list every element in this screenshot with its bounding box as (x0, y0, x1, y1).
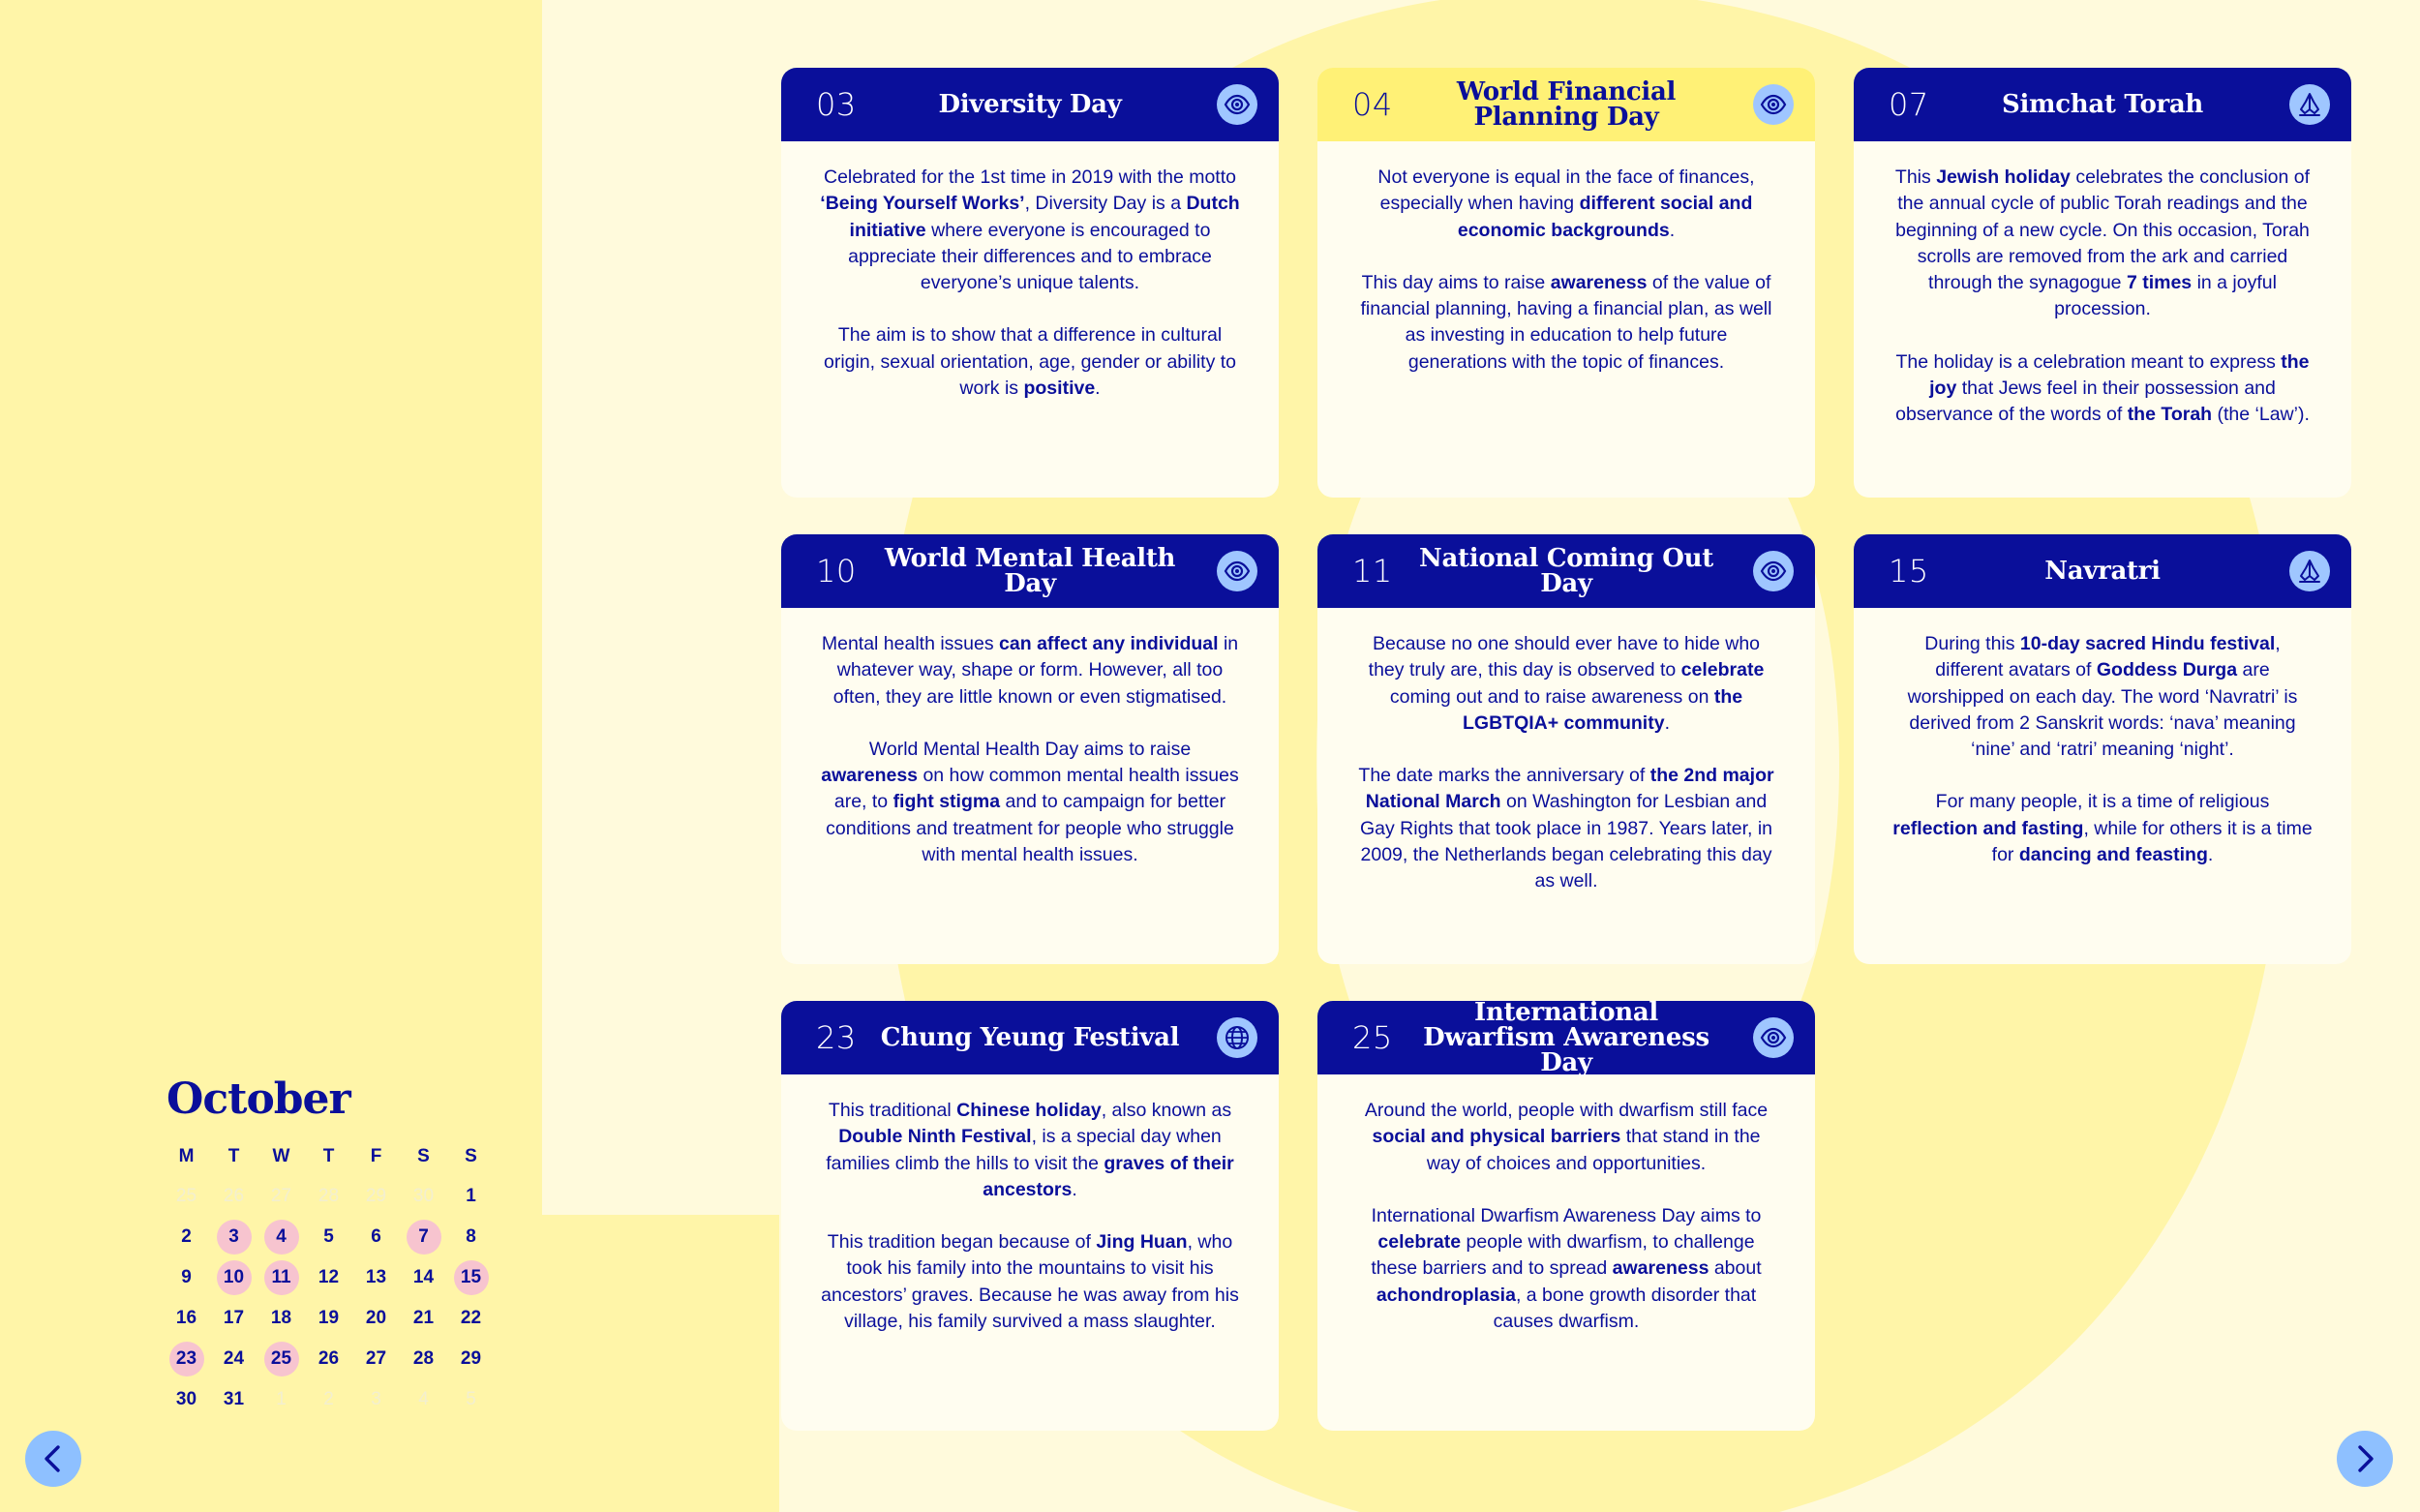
calendar-day-number: 25 (264, 1342, 299, 1376)
calendar-day-event[interactable] (257, 1257, 305, 1298)
event-card-header (1317, 534, 1815, 608)
body-text: , who took his family into the mountains to visit his ancestors’ graves. Because he was away from his village, his family survived a mass slaughter. (821, 1231, 1239, 1333)
event-card (781, 68, 1279, 498)
description-paragraph (820, 631, 1240, 711)
event-description (781, 141, 1279, 402)
calendar-day-number: 27 (270, 1186, 292, 1206)
event-title: National Coming Out Day (1419, 544, 1713, 598)
calendar-weekday-label: S (417, 1146, 430, 1166)
event-description (1317, 608, 1815, 895)
body-text: , Diversity Day is a (1024, 193, 1187, 215)
calendar-day-number: 6 (371, 1226, 381, 1247)
body-text: , also known as (1101, 1100, 1232, 1121)
calendar-day[interactable] (352, 1176, 400, 1217)
calendar-day-number: 19 (318, 1308, 340, 1328)
emphasis-text: the LGBTQIA+ community (1463, 685, 1743, 734)
body-text: This tradition began because of (827, 1231, 1097, 1254)
calendar-day[interactable] (352, 1379, 400, 1420)
emphasis-text: different social and economic backgrounds (1457, 193, 1753, 241)
calendar-day[interactable] (447, 1217, 495, 1257)
calendar-day[interactable] (447, 1339, 495, 1379)
description-paragraph (1356, 631, 1776, 737)
event-title: Navratri (2044, 557, 2161, 586)
event-card (781, 1001, 1279, 1431)
event-card (1317, 1001, 1815, 1431)
emphasis-text: Chinese holiday (956, 1100, 1102, 1121)
body-text: , different avatars of (1935, 633, 2281, 681)
emphasis-text: awareness (821, 765, 919, 787)
calendar-day-number: 2 (181, 1226, 192, 1247)
body-text: coming out and to raise awareness on (1389, 685, 1714, 708)
calendar-day[interactable] (257, 1176, 305, 1217)
next-month-button[interactable] (2337, 1431, 2393, 1487)
description-paragraph (820, 322, 1240, 402)
body-text: on Washington for Lesbian and Gay Rights that took place in 1987. Years later, in 2009, the Netherlands began celebrating this day as well. (1359, 791, 1773, 892)
description-paragraph (1892, 349, 2313, 429)
calendar-day[interactable] (257, 1298, 305, 1339)
calendar-day-number: 28 (318, 1186, 340, 1206)
description-paragraph (1356, 270, 1776, 376)
calendar-day-number: 14 (412, 1267, 435, 1287)
calendar-grid (163, 1137, 492, 1420)
body-text: This (1894, 166, 1937, 188)
calendar-day-number: 1 (276, 1389, 287, 1409)
emphasis-text: Goddess Durga (2096, 659, 2238, 681)
calendar-day[interactable] (305, 1298, 352, 1339)
body-text: in whatever way, shape or form. However, all too often, they are little known or even stigmatised. (832, 633, 1239, 708)
emphasis-text: Dutch initiative (849, 193, 1240, 241)
chevron-right-icon (2352, 1444, 2377, 1473)
calendar-day[interactable] (305, 1217, 352, 1257)
calendar-day-number: 17 (223, 1308, 245, 1328)
globe-icon[interactable] (1217, 1017, 1257, 1058)
calendar-day-event[interactable] (210, 1257, 257, 1298)
body-text: Because no one should ever have to hide who they truly are, this day is observed to (1368, 633, 1761, 681)
event-title: World Mental Health Day (884, 544, 1176, 598)
body-text: Around the world, people with dwarfism still face (1364, 1100, 1769, 1121)
event-day-number: 23 (816, 1019, 857, 1056)
event-description (781, 608, 1279, 868)
body-text: about (1709, 1257, 1762, 1280)
body-text: The aim is to show that a difference in cultural origin, sexual orientation, age, gender or ability to work is (823, 324, 1236, 400)
calendar-day-number: 29 (460, 1348, 482, 1369)
calendar-day-number: 2 (323, 1389, 334, 1409)
body-text: people with dwarfism, to challenge these barriers and to spread (1371, 1231, 1755, 1280)
event-card-header (781, 534, 1279, 608)
body-text: , is a special day when families climb the hills to visit the (826, 1126, 1222, 1174)
praying-hands-icon[interactable] (2289, 551, 2330, 591)
calendar-day[interactable] (447, 1379, 495, 1420)
calendar-day-number: 21 (412, 1308, 435, 1328)
description-paragraph (820, 737, 1240, 868)
calendar-day[interactable] (400, 1257, 447, 1298)
body-text: , a bone growth disorder that causes dwarfism. (1493, 1284, 1757, 1333)
emphasis-text: awareness (1612, 1257, 1709, 1280)
event-title: International Dwarfism Awareness Day (1423, 1001, 1709, 1077)
calendar-day-number: 30 (412, 1186, 435, 1206)
calendar-day-number: 20 (365, 1308, 387, 1328)
calendar-day[interactable] (210, 1339, 257, 1379)
emphasis-text: the 2nd major National March (1365, 765, 1774, 813)
event-card-header (1854, 534, 2351, 608)
calendar-day-event[interactable] (257, 1217, 305, 1257)
event-description (1317, 1074, 1815, 1335)
calendar-day-number: 1 (466, 1186, 476, 1206)
calendar-day-number: 27 (365, 1348, 387, 1369)
calendar-day-number: 5 (466, 1389, 476, 1409)
calendar-day-number: 12 (318, 1267, 340, 1287)
calendar-weekday-label: T (227, 1146, 240, 1166)
calendar-day[interactable] (352, 1298, 400, 1339)
calendar-day[interactable] (163, 1257, 210, 1298)
event-day-number: 07 (1889, 86, 1929, 123)
emphasis-text: positive (1023, 378, 1096, 400)
emphasis-text: Jing Huan (1096, 1231, 1188, 1254)
calendar-day[interactable] (257, 1379, 305, 1420)
body-text: are worshipped on each day. The word ‘Navratri’ is derived from 2 Sanskrit words: ‘nava’ meaning ‘nine’ and ‘ratri’ meaning ‘night’. (1907, 659, 2298, 761)
event-day-number: 10 (816, 553, 857, 590)
body-text: celebrates the conclusion of the annual cycle of public Torah readings and the beginning of a new cycle. On this occasion, Torah scrolls are removed from the ark and carried through the synagogue (1895, 166, 2311, 294)
calendar-day-number: 4 (264, 1220, 299, 1255)
calendar-day-number: 10 (217, 1260, 252, 1295)
calendar-day-event[interactable] (447, 1257, 495, 1298)
calendar-day-number: 3 (371, 1389, 381, 1409)
event-card-header (781, 1001, 1279, 1074)
calendar-day[interactable] (400, 1339, 447, 1379)
body-text: in a joyful procession. (2054, 272, 2277, 320)
body-text: Celebrated for the 1st time in 2019 with the motto (824, 166, 1236, 188)
emphasis-text: Jewish holiday (1936, 166, 2071, 188)
calendar-weekday-label: S (465, 1146, 477, 1166)
emphasis-text: celebrate (1680, 659, 1765, 681)
calendar-day[interactable] (447, 1176, 495, 1217)
calendar-day-event[interactable] (257, 1339, 305, 1379)
emphasis-text: achondroplasia (1376, 1284, 1516, 1306)
emphasis-text: Double Ninth Festival (838, 1126, 1032, 1148)
calendar-day[interactable] (400, 1379, 447, 1420)
calendar-day-event[interactable] (163, 1339, 210, 1379)
calendar-day-number: 9 (181, 1267, 192, 1287)
event-title: Diversity Day (938, 90, 1122, 119)
calendar-day-number: 11 (264, 1260, 299, 1295)
calendar-day-number: 26 (318, 1348, 340, 1369)
body-text: During this (1924, 633, 2020, 654)
body-text: Not everyone is equal in the face of finances, especially when having (1377, 166, 1755, 215)
calendar-day-number: 13 (365, 1267, 387, 1287)
description-paragraph (1892, 165, 2313, 323)
event-card (781, 534, 1279, 964)
praying-hands-icon[interactable] (2289, 84, 2330, 125)
calendar-day-number: 30 (175, 1389, 197, 1409)
calendar-day-number: 3 (217, 1220, 252, 1255)
body-text: International Dwarfism Awareness Day aims to (1371, 1204, 1762, 1226)
calendar-month-title: October (166, 1074, 350, 1124)
calendar-day[interactable] (210, 1298, 257, 1339)
emphasis-text: graves of their ancestors (983, 1152, 1234, 1200)
calendar-day-number: 26 (223, 1186, 245, 1206)
event-description (1854, 608, 2351, 868)
description-paragraph (1356, 763, 1776, 894)
calendar-day-event[interactable] (400, 1217, 447, 1257)
eye-icon[interactable] (1217, 551, 1257, 591)
calendar-day-number: 18 (270, 1308, 292, 1328)
body-text: This traditional (828, 1100, 957, 1121)
emphasis-text: awareness (1550, 271, 1648, 293)
event-card-header (781, 68, 1279, 141)
description-paragraph (1892, 631, 2313, 763)
emphasis-text: 10-day sacred Hindu festival (2019, 633, 2276, 654)
calendar-day[interactable] (305, 1176, 352, 1217)
event-card-header (1317, 1001, 1815, 1077)
body-text: on how common mental health issues are, to (833, 765, 1239, 813)
calendar-day-number: 15 (454, 1260, 489, 1295)
body-text: and to campaign for better conditions and treatment for people who struggle with mental health issues. (826, 791, 1234, 866)
event-card (1317, 534, 1815, 964)
body-text: . (1669, 219, 1676, 241)
calendar-weekday-label: T (322, 1146, 335, 1166)
calendar-day-number: 4 (418, 1389, 429, 1409)
calendar-day-number: 24 (223, 1348, 245, 1369)
event-day-number: 15 (1889, 553, 1929, 590)
calendar-day[interactable] (305, 1339, 352, 1379)
description-paragraph (1356, 1098, 1776, 1177)
body-text: of the value of financial planning, having a financial plan, as well as investing in education to help future generations with the topic of finances. (1360, 271, 1772, 373)
calendar-day-event[interactable] (210, 1217, 257, 1257)
calendar-day[interactable] (352, 1339, 400, 1379)
body-text: . (1664, 711, 1670, 734)
calendar-day[interactable] (352, 1257, 400, 1298)
emphasis-text: can affect any individual (999, 633, 1219, 654)
description-paragraph (820, 165, 1240, 296)
description-paragraph (1892, 789, 2313, 868)
emphasis-text: celebrate (1377, 1231, 1462, 1254)
event-description (1854, 141, 2351, 429)
calendar-day-number: 28 (412, 1348, 435, 1369)
body-text: The date marks the anniversary of (1358, 765, 1650, 787)
calendar-day[interactable] (163, 1298, 210, 1339)
body-text: . (1072, 1178, 1077, 1200)
emphasis-text: ‘Being Yourself Works’ (820, 193, 1025, 215)
event-card-header (1317, 68, 1815, 141)
description-paragraph (820, 1098, 1240, 1203)
calendar-day-number: 29 (365, 1186, 387, 1206)
event-day-number: 04 (1352, 86, 1393, 123)
calendar-day[interactable] (163, 1176, 210, 1217)
eye-icon[interactable] (1217, 84, 1257, 125)
calendar-day[interactable] (210, 1379, 257, 1420)
body-text: The holiday is a celebration meant to express (1895, 350, 2282, 373)
description-paragraph (1356, 1203, 1776, 1335)
body-text: This day aims to raise (1361, 271, 1551, 293)
calendar-day[interactable] (210, 1176, 257, 1217)
emphasis-text: the joy (1929, 350, 2310, 400)
calendar-day-number: 22 (460, 1308, 482, 1328)
calendar-day[interactable] (352, 1217, 400, 1257)
event-day-number: 11 (1352, 553, 1393, 590)
event-title: World Financial Planning Day (1456, 77, 1677, 132)
calendar-day[interactable] (305, 1257, 352, 1298)
body-text: (the ‘Law’). (2212, 404, 2310, 426)
calendar-day-number: 16 (175, 1308, 197, 1328)
body-text: World Mental Health Day aims to raise (868, 738, 1192, 760)
calendar-day-number: 8 (466, 1226, 476, 1247)
chevron-left-icon (41, 1444, 66, 1473)
event-day-number: 25 (1352, 1019, 1393, 1056)
calendar-day-number: 5 (323, 1226, 334, 1247)
eye-icon[interactable] (1753, 551, 1794, 591)
event-day-number: 03 (816, 86, 857, 123)
eye-icon[interactable] (1753, 1017, 1794, 1058)
emphasis-text: dancing and feasting (2018, 844, 2208, 866)
event-title: Chung Yeung Festival (880, 1023, 1180, 1052)
calendar-day-number: 25 (175, 1186, 197, 1206)
body-text: . (1095, 378, 1101, 400)
event-description (781, 1074, 1279, 1335)
calendar-weekday-label: W (272, 1146, 290, 1166)
calendar-weekday-label: M (178, 1146, 195, 1166)
calendar-day[interactable] (447, 1298, 495, 1339)
mini-calendar (163, 1074, 492, 1420)
event-card (1854, 534, 2351, 964)
emphasis-text: reflection and fasting (1892, 817, 2084, 839)
body-text: where everyone is encouraged to appreciate their differences and to embrace everyone’s unique talents. (848, 219, 1212, 294)
calendar-day[interactable] (163, 1379, 210, 1420)
description-paragraph (1356, 165, 1776, 244)
eye-icon[interactable] (1753, 84, 1794, 125)
calendar-day[interactable] (305, 1379, 352, 1420)
calendar-day-number: 23 (169, 1342, 204, 1376)
emphasis-text: the Torah (2127, 404, 2213, 426)
calendar-day-number: 7 (407, 1220, 441, 1255)
event-card (1854, 68, 2351, 498)
calendar-day[interactable] (163, 1217, 210, 1257)
event-description (1317, 141, 1815, 376)
body-text: that stand in the way of choices and opportunities. (1426, 1126, 1761, 1174)
body-text: For many people, it is a time of religious (1935, 791, 2270, 813)
previous-month-button[interactable] (25, 1431, 81, 1487)
body-text: Mental health issues (821, 633, 1000, 654)
emphasis-text: 7 times (2126, 272, 2193, 294)
emphasis-text: fight stigma (892, 791, 1001, 813)
calendar-day[interactable] (400, 1298, 447, 1339)
event-card-header (1854, 68, 2351, 141)
calendar-day[interactable] (400, 1176, 447, 1217)
calendar-weekday-label: F (370, 1146, 382, 1166)
emphasis-text: social and physical barriers (1372, 1126, 1621, 1148)
event-title: Simchat Torah (2001, 90, 2204, 119)
body-text: . (2207, 844, 2214, 866)
body-text: that Jews feel in their possession and observance of the words of (1895, 378, 2276, 426)
calendar-day-number: 31 (223, 1389, 245, 1409)
event-card (1317, 68, 1815, 498)
description-paragraph (820, 1229, 1240, 1335)
body-text: , while for others it is a time for (1991, 817, 2313, 866)
